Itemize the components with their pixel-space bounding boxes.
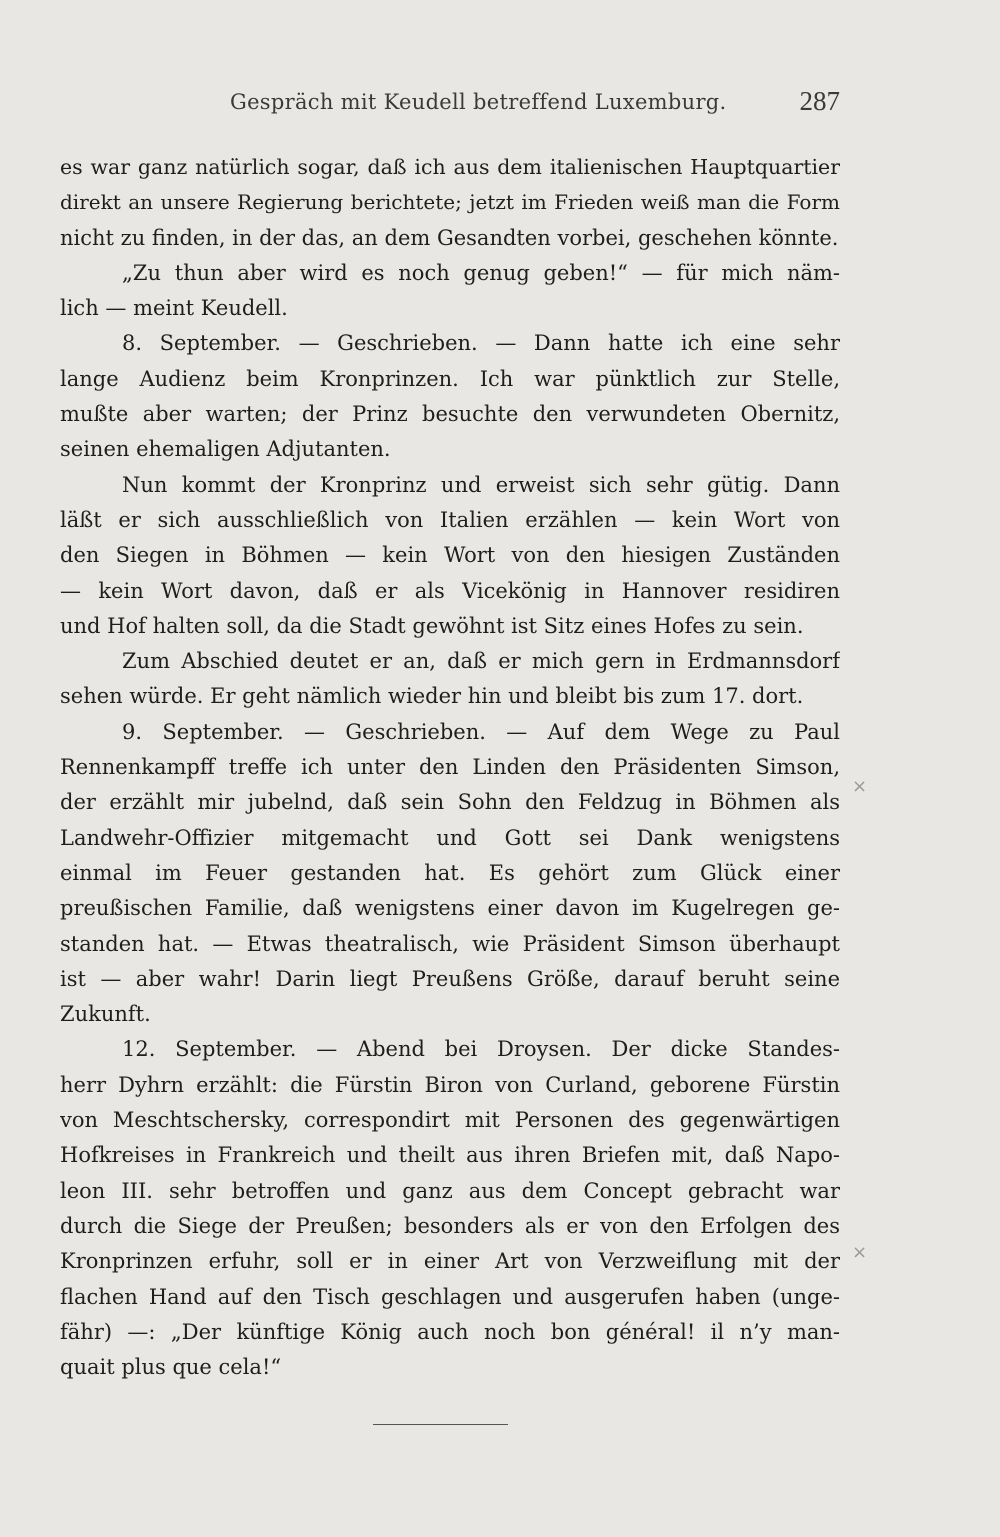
text-line: leon III. sehr betroffen und ganz aus dem Concept gebracht war xyxy=(60,1178,840,1203)
text-line: — kein Wort davon, daß er als Vicekönig in Hannover residiren xyxy=(60,578,840,603)
text-line: flachen Hand auf den Tisch geschlagen und ausgerufen haben (unge- xyxy=(60,1284,840,1309)
text-line: ist — aber wahr! Darin liegt Preußens Größe, darauf beruht seine xyxy=(60,966,840,991)
text-line: und Hof halten soll, da die Stadt gewöhnt ist Sitz eines Hofes zu sein. xyxy=(60,613,804,638)
margin-mark: × xyxy=(852,776,868,797)
end-rule xyxy=(373,1424,508,1425)
text-line: es war ganz natürlich sogar, daß ich aus dem italienischen Hauptquartier xyxy=(60,155,840,179)
text-line: der erzählt mir jubelnd, daß sein Sohn den Feldzug in Böhmen als xyxy=(60,790,840,815)
text-line: Rennenkampff treffe ich unter den Linden den Präsidenten Simson, xyxy=(60,755,840,780)
text-line: seinen ehemaligen Adjutanten. xyxy=(60,437,391,462)
page-number: 287 xyxy=(799,86,840,116)
text-line: Nun kommt der Kronprinz und erweist sich sehr gütig. Dann xyxy=(122,472,840,497)
text-line: herr Dyhrn erzählt: die Fürstin Biron von Curland, geborene Fürstin xyxy=(60,1072,840,1097)
text-line: 8. September. — Geschrieben. — Dann hatte ich eine sehr xyxy=(122,331,840,356)
text-line: mußte aber warten; der Prinz besuchte den verwundeten Obernitz, xyxy=(60,402,840,427)
margin-mark: × xyxy=(852,1242,868,1263)
body-text xyxy=(60,150,840,1385)
text-line: durch die Siege der Preußen; besonders als er von den Erfolgen des xyxy=(60,1213,840,1238)
text-line: Hofkreises in Frankreich und theilt aus ihren Briefen mit, daß Napo- xyxy=(60,1143,840,1168)
text-line: Zum Abschied deutet er an, daß er mich gern in Erdmannsdorf xyxy=(122,649,840,674)
text-line: quait plus que cela!“ xyxy=(60,1355,282,1380)
text-line: preußischen Familie, daß wenigstens einer davon im Kugelregen ge- xyxy=(60,896,840,921)
text-line: einmal im Feuer gestanden hat. Es gehört zum Glück einer xyxy=(60,860,840,885)
running-header-title: Gespräch mit Keudell betreffend Luxemburg. xyxy=(230,90,727,114)
text-line: 12. September. — Abend bei Droysen. Der dicke Standes- xyxy=(122,1037,840,1062)
text-line: Zukunft. xyxy=(60,1002,151,1027)
text-line: den Siegen in Böhmen — kein Wort von den hiesigen Zuständen xyxy=(60,543,840,568)
text-line: lich — meint Keudell. xyxy=(60,296,288,321)
text-line: Landwehr-Offizier mitgemacht und Gott sei Dank wenigstens xyxy=(60,825,840,850)
text-line: „Zu thun aber wird es noch genug geben!“ — für mich näm- xyxy=(122,260,840,285)
text-line: direkt an unsere Regierung berichtete; jetzt im Frieden weiß man die Form xyxy=(60,190,840,215)
running-header xyxy=(60,86,840,126)
text-line: von Meschtschersky, correspondirt mit Personen des gegenwärtigen xyxy=(60,1108,840,1133)
text-line: nicht zu finden, in der das, an dem Gesandten vorbei, geschehen könnte. xyxy=(60,225,839,250)
text-line: sehen würde. Er geht nämlich wieder hin und bleibt bis zum 17. dort. xyxy=(60,684,804,709)
text-line: 9. September. — Geschrieben. — Auf dem Wege zu Paul xyxy=(122,719,840,744)
text-line: läßt er sich ausschließlich von Italien erzählen — kein Wort von xyxy=(60,507,840,532)
text-line: fähr) —: „Der künftige König auch noch bon général! il n’y man- xyxy=(60,1319,840,1344)
text-line: standen hat. — Etwas theatralisch, wie Präsident Simson überhaupt xyxy=(60,931,840,956)
text-line: lange Audienz beim Kronprinzen. Ich war pünktlich zur Stelle, xyxy=(60,366,840,391)
text-line: Kronprinzen erfuhr, soll er in einer Art von Verzweiflung mit der xyxy=(60,1249,840,1274)
